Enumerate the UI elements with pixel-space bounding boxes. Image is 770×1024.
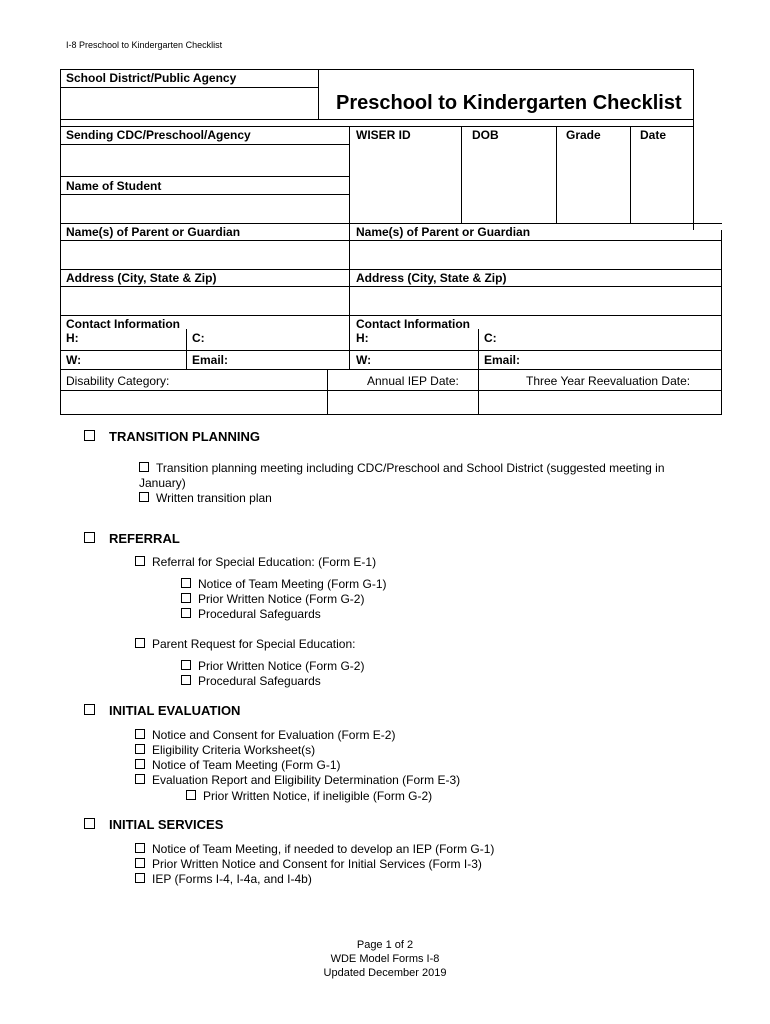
procedural-safeguards-text: Procedural Safeguards [198,607,321,621]
initial-evaluation-heading [84,703,240,718]
prior-written-notice-item [181,592,364,606]
initial-services-heading [84,817,223,832]
footer-forms-label: WDE Model Forms I-8 [330,953,440,965]
eligibility-worksheet-checkbox[interactable] [135,744,145,754]
services-consent-checkbox[interactable] [135,858,145,868]
ineligible-notice-checkbox[interactable] [186,790,196,800]
notice-team-meeting-item [181,577,387,591]
home-phone-label-left: H: [66,331,79,345]
parent-prior-notice-text: Prior Written Notice (Form G-2) [198,659,365,673]
notice-team-meeting-checkbox[interactable] [181,578,191,588]
transition-planning-checkbox[interactable] [84,430,95,441]
eval-team-meeting-item [135,758,341,772]
eligibility-worksheet-item [135,743,315,757]
eval-consent-checkbox[interactable] [135,729,145,739]
parent-name-label-left: Name(s) of Parent or Guardian [66,225,241,239]
school-district-field[interactable] [61,88,317,119]
date-field[interactable] [631,145,693,223]
parent-name-field-right[interactable] [350,241,721,269]
initial-evaluation-checkbox[interactable] [84,704,95,715]
address-field-right[interactable] [350,287,721,315]
running-header: I-8 Preschool to Kindergarten Checklist [66,40,223,50]
grade-label: Grade [566,128,601,142]
wiser-id-field[interactable] [350,145,461,223]
referral-special-ed-item [135,555,376,569]
parent-prior-notice-item [181,659,364,673]
transition-meeting-text: Transition planning meeting including CDC/Preschool and School District (suggested meeting in [156,461,665,475]
transition-meeting-item [139,461,665,475]
written-plan-checkbox[interactable] [139,492,149,502]
reevaluation-date-label: Three Year Reevaluation Date: [526,374,691,388]
parent-safeguards-text: Procedural Safeguards [198,674,321,688]
work-phone-label-right: W: [356,353,372,367]
student-name-field[interactable] [61,195,349,223]
parent-safeguards-checkbox[interactable] [181,675,191,685]
student-name-label: Name of Student [66,179,162,193]
iep-forms-text: IEP (Forms I-4, I-4a, and I-4b) [152,872,312,886]
disability-category-label: Disability Category: [66,374,170,388]
transition-planning-title: TRANSITION PLANNING [109,429,260,444]
eval-team-meeting-text: Notice of Team Meeting (Form G-1) [152,758,341,772]
eval-consent-item [135,728,395,742]
parent-request-checkbox[interactable] [135,638,145,648]
eval-report-item [135,773,460,787]
contact-info-label-left: Contact Information [66,317,180,331]
parent-safeguards-item [181,674,321,688]
services-consent-item [135,857,482,871]
prior-written-notice-checkbox[interactable] [181,593,191,603]
written-plan-item [139,491,272,505]
transition-meeting-text-cont: January) [139,476,186,490]
annual-iep-date-label: Annual IEP Date: [367,374,459,388]
email-label-right: Email: [484,353,521,367]
parent-prior-notice-checkbox[interactable] [181,660,191,670]
disability-category-field[interactable] [61,391,327,414]
initial-services-title: INITIAL SERVICES [109,817,224,832]
eval-report-checkbox[interactable] [135,774,145,784]
ineligible-notice-text: Prior Written Notice, if ineligible (Form G-2) [203,789,433,803]
procedural-safeguards-checkbox[interactable] [181,608,191,618]
cell-phone-label-left: C: [192,331,205,345]
referral-heading [84,531,180,546]
annual-iep-date-field[interactable] [328,391,478,414]
address-field-left[interactable] [61,287,349,315]
notice-team-meeting-text: Notice of Team Meeting (Form G-1) [198,577,387,591]
initial-services-checkbox[interactable] [84,818,95,829]
address-label-left: Address (City, State & Zip) [66,271,217,285]
procedural-safeguards-item [181,607,321,621]
footer-page-number: Page 1 of 2 [356,939,414,951]
address-label-right: Address (City, State & Zip) [356,271,507,285]
wiser-id-label: WISER ID [356,128,411,142]
written-plan-text: Written transition plan [156,491,272,505]
grade-field[interactable] [557,145,630,223]
date-label: Date [640,128,667,142]
initial-evaluation-title: INITIAL EVALUATION [109,703,241,718]
services-team-meeting-text: Notice of Team Meeting, if needed to develop an IEP (Form G-1) [152,842,495,856]
referral-special-ed-checkbox[interactable] [135,556,145,566]
services-team-meeting-item [135,842,494,856]
school-district-label: School District/Public Agency [66,71,237,85]
referral-checkbox[interactable] [84,532,95,543]
dob-field[interactable] [462,145,556,223]
transition-meeting-checkbox[interactable] [139,462,149,472]
referral-title: REFERRAL [109,531,180,546]
email-label-left: Email: [192,353,229,367]
reevaluation-date-field[interactable] [479,391,721,414]
sending-agency-field[interactable] [61,145,349,176]
ineligible-notice-item [186,789,432,803]
eval-consent-text: Notice and Consent for Evaluation (Form E-2) [152,728,396,742]
eval-report-text: Evaluation Report and Eligibility Determination (Form E-3) [152,773,461,787]
referral-special-ed-text: Referral for Special Education: (Form E-1) [152,555,377,569]
home-phone-label-right: H: [356,331,369,345]
form-title: Preschool to Kindergarten Checklist [336,92,682,114]
prior-written-notice-text: Prior Written Notice (Form G-2) [198,592,365,606]
services-consent-text: Prior Written Notice and Consent for Initial Services (Form I-3) [152,857,482,871]
parent-request-text: Parent Request for Special Education: [152,637,356,651]
contact-info-label-right: Contact Information [356,317,470,331]
eligibility-worksheet-text: Eligibility Criteria Worksheet(s) [152,743,316,757]
sending-agency-label: Sending CDC/Preschool/Agency [66,128,251,142]
dob-label: DOB [472,128,499,142]
work-phone-label-left: W: [66,353,82,367]
parent-name-field-left[interactable] [61,241,349,269]
cell-phone-label-right: C: [484,331,497,345]
parent-request-item [135,637,355,651]
parent-name-label-right: Name(s) of Parent or Guardian [356,225,531,239]
iep-forms-checkbox[interactable] [135,873,145,883]
iep-forms-item [135,872,312,886]
footer-updated-date: Updated December 2019 [323,967,447,979]
transition-planning-heading [84,429,260,444]
eval-team-meeting-checkbox[interactable] [135,759,145,769]
services-team-meeting-checkbox[interactable] [135,843,145,853]
